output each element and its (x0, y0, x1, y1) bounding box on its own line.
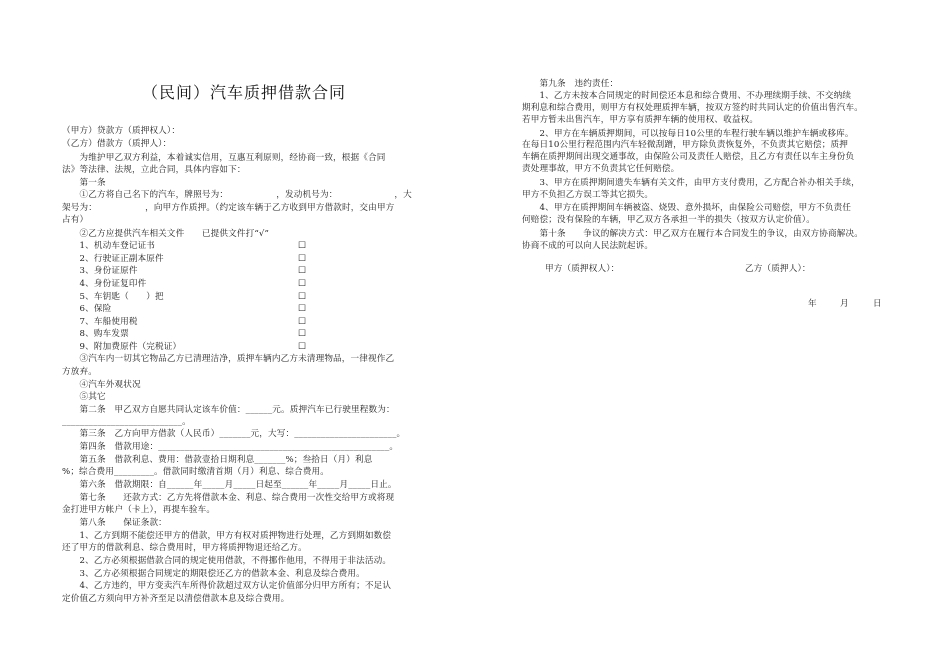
document-checkbox[interactable]: ☐ (298, 342, 307, 352)
contract-line-left: 6、保险 (62, 304, 112, 314)
contract-line-left: 4、乙方违约，甲方变卖汽车所得价款超过双方认定价值部分归甲方所有；不足认 (62, 581, 392, 591)
contract-line-left: 2、行驶证正副本原件 (62, 254, 164, 264)
contract-line-left: ___________________________。 (62, 417, 191, 427)
document-checkbox[interactable]: ☐ (298, 241, 307, 251)
date-day-label: 日 (873, 299, 882, 309)
contract-line-left: 第六条 借款期限：自______年_____月_____日起至______年_____月_____日止。 (62, 480, 397, 490)
contract-line-left: 8、购车发票 (62, 329, 129, 339)
contract-line-right: 1、乙方未按本合同规定的时间偿还本息和综合费用、不办理续期手续、不交纳续 (522, 91, 852, 101)
contract-line-left: 第八条 保证条款： (62, 518, 167, 528)
date-month-label: 月 (840, 299, 849, 309)
document-checkbox[interactable]: ☐ (298, 292, 307, 302)
contract-line-right: 在每日10公里行程范围内汽车轻微刮蹭，甲方除负责恢复外，不负责其它赔偿；质押 (522, 140, 849, 150)
contract-line-right: 协商不成的可以向人民法院起诉。 (522, 241, 654, 251)
contract-line-left: %；综合费用_________。借款同时缴清首期（月）利息、综合费用。 (62, 467, 329, 477)
contract-line-left: 架号为： ，向甲方作质押。（约定该车辆于乙方收到甲方借款时，交由甲方 (62, 203, 395, 213)
contract-line-left: 第二条 甲乙双方自愿共同认定该车价值：______元。质押汽车已行驶里程数为： (62, 405, 395, 415)
party-a-signature-label: 甲方（质押权人）： (545, 264, 620, 274)
document-checkbox[interactable]: ☐ (298, 266, 307, 276)
contract-line-left: 3、乙方必须根据合同规定的期限偿还乙方的借款本金、利息及综合费用。 (62, 569, 365, 579)
contract-line-right: 2、甲方在车辆质押期间，可以按每日10公里的车程行驶车辆以维护车辆或移库。 (522, 129, 854, 139)
contract-line-left: ④汽车外观状况 (62, 380, 141, 390)
contract-line-right: 甲方不负担乙方误工等其它损失。 (522, 190, 654, 200)
document-checkbox[interactable]: ☐ (298, 254, 307, 264)
contract-line-left: 3、身份证原件 (62, 266, 138, 276)
contract-line-right: 若甲方暂未出售汽车，甲方享有质押车辆的使用权、收益权。 (522, 115, 759, 125)
contract-line-left: ②乙方应提供汽车相关文件 已提供文件打“√” (62, 229, 270, 239)
document-checkbox[interactable]: ☐ (298, 317, 307, 327)
contract-line-left: 2、乙方必须根据借款合同的规定使用借款，不得挪作他用，不得用于非法活动。 (62, 556, 392, 566)
contract-line-left: 4、身份证复印件 (62, 279, 147, 289)
contract-line-left: 9、附加费原件（完税证） (62, 342, 182, 352)
document-checkbox[interactable]: ☐ (298, 279, 307, 289)
contract-line-right: 第十条 争议的解决方式：甲乙双方在履行本合同发生的争议，由双方协商解决。 (522, 229, 864, 239)
contract-line-left: 5、车钥匙（ ）把 (62, 292, 164, 302)
contract-line-left: 占有） (62, 215, 89, 225)
contract-line-left: （甲方）贷款方（质押权人）： (62, 126, 181, 136)
contract-line-left: ①乙方将自己名下的汽车，牌照号为： ，发动机号为： ，大 (62, 190, 412, 200)
contract-line-left: 第七条 还款方式：乙方先将借款本金、利息、综合费用一次性交给甲方或将现 (62, 493, 395, 503)
contract-line-right: 3、甲方在质押期间遗失车辆有关文件，由甲方支付费用，乙方配合补办相关手续， (522, 178, 860, 188)
document-checkbox[interactable]: ☐ (298, 329, 307, 339)
contract-line-left: 第一条 (62, 178, 106, 188)
contract-line-right: 期利息和综合费用，则甲方有权处理质押车辆，按双方签约时共同认定的价值出售汽车。 (522, 103, 864, 113)
contract-line-right: 车辆在质押期间出现交通事故，由保险公司及责任人赔偿，且乙方有责任以车主身份负 (522, 152, 855, 162)
contract-line-left: ⑤其它 (62, 392, 106, 402)
contract-line-left: 法》等法律、法规，立此合同，具体内容如下： (62, 165, 246, 175)
contract-line-left: 为维护甲乙双方利益，本着诚实信用，互惠互利原则，经协商一致，根据《合同 (62, 153, 386, 163)
date-year-label: 年 (808, 299, 817, 309)
contract-line-left: 第四条 借款用途：____________________________________________________。 (62, 442, 399, 452)
party-b-signature-label: 乙方（质押人）： (745, 264, 811, 274)
contract-line-left: 1、机动车登记证书 (62, 241, 156, 251)
contract-line-right: 责处理事故，甲方不负责其它任何赔偿。 (522, 164, 680, 174)
contract-line-left: 第三条 乙方向甲方借款（人民币）_______元，大写：_______________________。 (62, 429, 406, 439)
contract-line-right: 4、甲方在质押期间车辆被盗、烧毁、意外损坏，由保险公司赔偿，甲方不负责任 (522, 203, 852, 213)
contract-line-right: 何赔偿；没有保险的车辆，甲乙双方各承担一半的损失（按双方认定价值）。 (522, 215, 815, 225)
contract-line-left: （乙方）借款方（质押人）： (62, 139, 172, 149)
contract-line-left: 定价值乙方须向甲方补齐至足以清偿借款本息及综合费用。 (62, 594, 290, 604)
document-title: （民间）汽车质押借款合同 (142, 83, 347, 102)
contract-line-right: 第九条 违约责任： (522, 79, 619, 89)
contract-line-left: 第五条 借款利息、费用：借款壹拾日期利息_______%；叁拾日（月）利息 (62, 455, 373, 465)
contract-line-left: 金打进甲方帐户（卡上），再提车验车。 (62, 505, 216, 515)
contract-line-left: ③汽车内一切其它物品乙方已清理洁净，质押车辆内乙方未清理物品，一律视作乙 (62, 354, 395, 364)
contract-line-left: 还了甲方的借款利息、综合费用时，甲方将质押物退还给乙方。 (62, 543, 307, 553)
contract-line-left: 7、车船使用税 (62, 317, 138, 327)
document-checkbox[interactable]: ☐ (298, 304, 307, 314)
contract-line-left: 1、乙方到期不能偿还甲方的借款，甲方有权对质押物进行处理，乙方到期如数偿 (62, 531, 392, 541)
contract-line-left: 方放弃。 (62, 367, 97, 377)
